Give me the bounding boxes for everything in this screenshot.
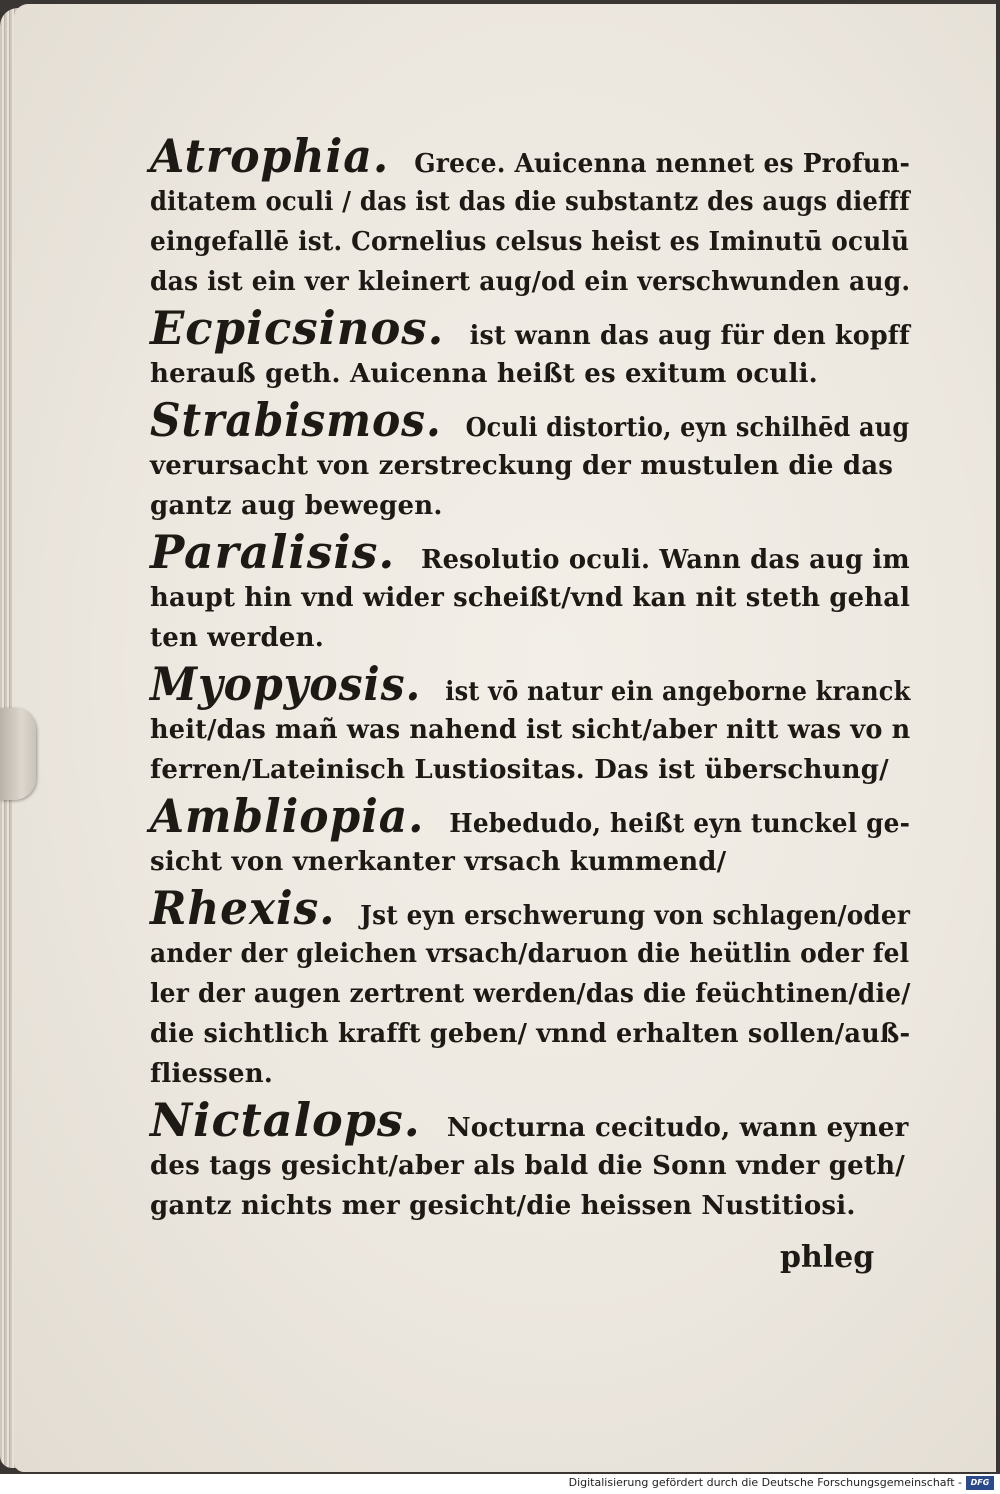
entry-myopyosis <box>150 658 910 790</box>
entry-text: Oculi distortio, eyn schilhēd aug <box>465 413 910 443</box>
catchword: phleg <box>780 1240 875 1275</box>
clasp <box>0 708 36 800</box>
entry-first-line <box>150 525 910 579</box>
entry-heading: Ecpicsinos. <box>150 301 445 355</box>
entry-heading: Strabismos. <box>150 393 442 447</box>
entry-text-line: heit/das mañ was nahend ist sicht/aber nitt was vo n <box>150 715 911 745</box>
entry-ambliopia <box>150 790 910 882</box>
funding-notice: Digitalisierung gefördert durch die Deutsche Forschungsgemeinschaft - <box>568 1476 962 1489</box>
entry-heading: Paralisis. <box>150 525 396 579</box>
entry-first-line <box>150 657 911 711</box>
entry-text: Nocturna cecitudo, wann eyner <box>446 1113 909 1143</box>
entry-paralisis <box>150 526 910 658</box>
entry-text: Resolutio oculi. Wann das aug im <box>420 545 910 575</box>
footer-bar <box>0 1474 1000 1494</box>
entry-text: ist vō natur ein angeborne kranck <box>445 677 911 707</box>
entry-first-line <box>150 129 911 183</box>
entry-atrophia <box>150 130 910 302</box>
entry-text-line: gantz nichts mer gesicht/die heissen Nustitiosi. <box>150 1191 856 1221</box>
entry-first-line <box>150 789 911 843</box>
entry-first-line <box>150 1094 910 1146</box>
entry-heading: Rhexis. <box>150 881 336 935</box>
entry-text-line: das ist ein ver kleinert aug/od ein verschwunden aug. <box>150 267 911 297</box>
entry-text-line: ten werden. <box>150 623 325 653</box>
entry-text-line: des tags gesicht/aber als bald die Sonn vnder geth/ <box>150 1151 905 1181</box>
page-text <box>150 130 910 1226</box>
entry-text-line: gantz aug bewegen. <box>150 491 443 521</box>
entry-text-line: haupt hin vnd wider scheißt/vnd kan nit steth gehal <box>150 583 911 613</box>
entry-nictalops <box>150 1094 910 1226</box>
entry-text-line: die sichtlich krafft geben/ vnnd erhalten sollen/auß- <box>150 1019 911 1049</box>
entry-text-line: ditatem oculi / das ist das die substantz des augs diefff <box>150 187 910 217</box>
entry-text: Grece. Auicenna nennet es Profun- <box>414 149 911 179</box>
entry-text: Hebedudo, heißt eyn tunckel ge- <box>449 809 911 839</box>
entry-text-line: eingefallē ist. Cornelius celsus heist es Iminutū oculū <box>150 227 910 257</box>
entry-text: Jst eyn erschwerung von schlagen/oder <box>360 901 911 931</box>
entry-first-line <box>150 301 911 355</box>
entry-heading: Myopyosis. <box>150 657 422 711</box>
entry-ecpicsinos <box>150 302 910 394</box>
entry-heading: Ambliopia. <box>150 789 425 843</box>
entry-text-line: ander der gleichen vrsach/daruon die heütlin oder fel <box>150 939 910 969</box>
entry-text-line: herauß geth. Auicenna heißt es exitum oculi. <box>150 359 818 389</box>
entry-text-line: fliessen. <box>150 1059 274 1089</box>
entry-rhexis <box>150 882 910 1094</box>
entry-strabismos <box>150 394 910 526</box>
entry-text-line: ler der augen zertrent werden/das die feüchtinen/die/ <box>150 979 911 1009</box>
entry-first-line <box>150 881 911 935</box>
entry-text: ist wann das aug für den kopff <box>469 321 911 351</box>
entry-heading: Atrophia. <box>150 129 390 183</box>
entry-text-line: ferren/Lateinisch Lustiositas. Das ist überschung/ <box>150 755 889 785</box>
entry-heading: Nictalops. <box>150 1093 421 1147</box>
dfg-logo-icon: DFG <box>966 1476 994 1490</box>
entry-first-line <box>150 393 910 447</box>
entry-text-line: verursacht von zerstreckung der mustulen die das <box>150 451 894 481</box>
entry-text-line: sicht von vnerkanter vrsach kummend/ <box>150 847 727 877</box>
